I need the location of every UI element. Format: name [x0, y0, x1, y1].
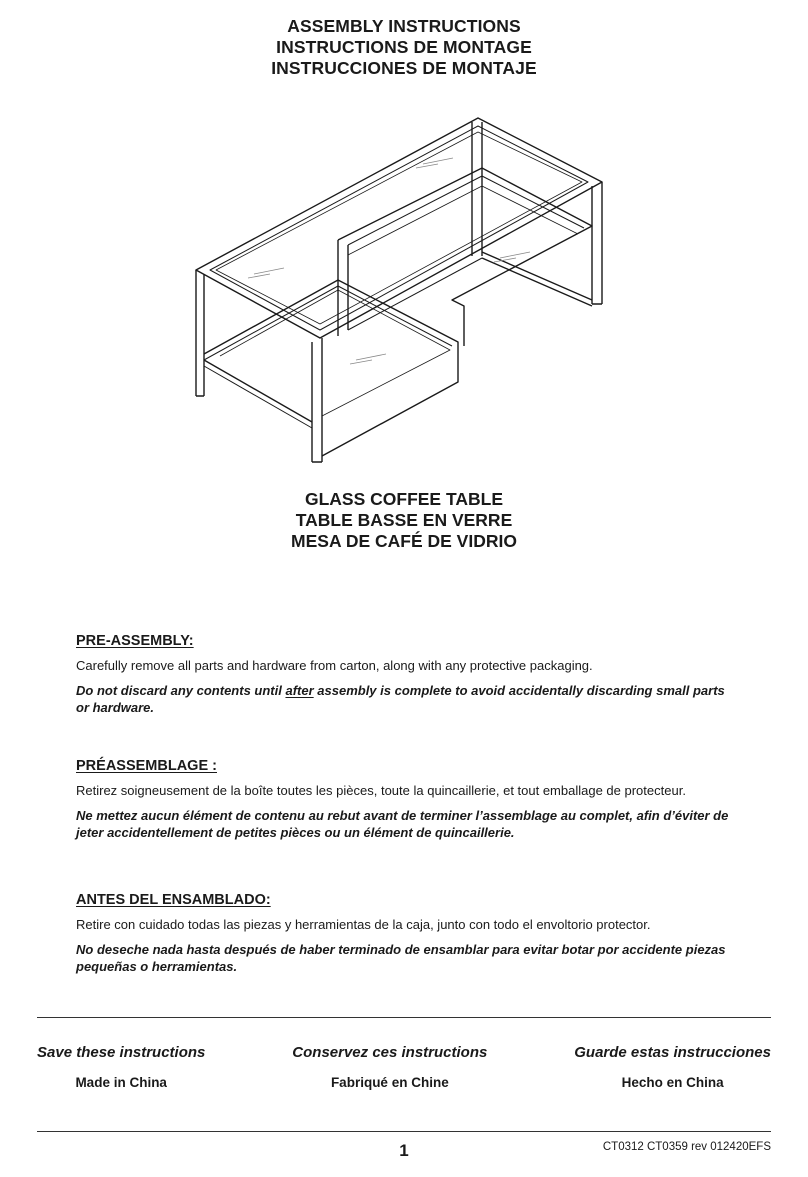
- document-title-block: [0, 16, 808, 79]
- page-number: 1: [399, 1141, 409, 1160]
- preassembly-section-french: [76, 758, 736, 841]
- bottom-divider: [37, 1131, 771, 1132]
- coffee-table-illustration: [188, 110, 612, 470]
- note-text-end: assembly is complete to avoid accidentally discarding small parts or hardware.: [76, 683, 725, 715]
- title-french: INSTRUCTIONS DE MONTAGE: [276, 37, 532, 57]
- section-body: Retirez soigneusement de la boîte toutes les pièces, toute la quincaillerie, et tout emballage de protecteur.: [76, 783, 686, 798]
- title-spanish: INSTRUCCIONES DE MONTAJE: [271, 58, 537, 78]
- product-name-french: TABLE BASSE EN VERRE: [295, 510, 513, 530]
- warning-note: [76, 682, 736, 716]
- section-heading: ANTES DEL ENSAMBLADO:: [76, 892, 271, 908]
- footer-col-spanish: [574, 1044, 771, 1090]
- made-in-english: Made in China: [75, 1075, 167, 1090]
- preassembly-section-english: [76, 633, 736, 716]
- section-body: Carefully remove all parts and hardware from carton, along with any protective packaging.: [76, 658, 593, 673]
- product-name-block: [0, 489, 808, 552]
- section-heading: PRÉASSEMBLAGE :: [76, 758, 217, 774]
- made-in-spanish: Hecho en China: [621, 1075, 724, 1090]
- title-english: ASSEMBLY INSTRUCTIONS: [287, 16, 521, 36]
- warning-note: No deseche nada hasta después de haber terminado de ensamblar para evitar botar por accidente piezas pequeñas o herramientas.: [76, 942, 726, 974]
- footer-col-english: [37, 1044, 205, 1090]
- top-divider: [37, 1017, 771, 1018]
- made-in-french: Fabriqué en Chine: [330, 1075, 449, 1090]
- warning-note: Ne mettez aucun élément de contenu au rebut avant de terminer l’assemblage au complet, afin d’éviter de jeter accidentellement de petites pièces ou un élément de quincaillerie.: [76, 808, 729, 840]
- note-emphasis: after: [285, 683, 314, 698]
- save-instructions-french: Conservez ces instructions: [292, 1044, 488, 1061]
- preassembly-section-spanish: [76, 892, 736, 975]
- save-instructions-spanish: Guarde estas instrucciones: [574, 1044, 771, 1061]
- document-code: CT0312 CT0359 rev 012420EFS: [602, 1141, 771, 1153]
- section-body: Retire con cuidado todas las piezas y herramientas de la caja, junto con todo el envoltorio protector.: [76, 917, 651, 932]
- product-name-spanish: MESA DE CAFÉ DE VIDRIO: [291, 531, 517, 551]
- save-instructions-english: Save these instructions: [37, 1044, 206, 1061]
- footer-columns: [37, 1044, 771, 1090]
- note-text-start: Do not discard any contents until: [76, 683, 286, 698]
- product-name-english: GLASS COFFEE TABLE: [304, 489, 503, 509]
- footer-col-french: [292, 1044, 487, 1090]
- section-heading: PRE-ASSEMBLY:: [76, 633, 194, 649]
